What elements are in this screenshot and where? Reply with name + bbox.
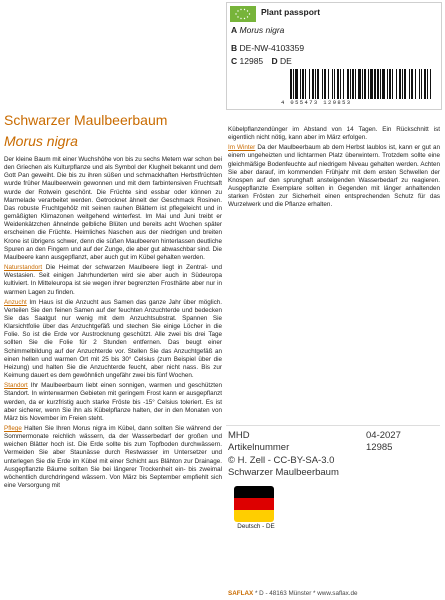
article-row: [228, 442, 440, 454]
winter-heading: Im Winter: [228, 144, 256, 152]
passport-title: Plant passport: [261, 7, 321, 17]
barcode-bar: [368, 69, 369, 99]
passport-d-value: DE: [280, 56, 292, 66]
barcode-bar: [415, 69, 416, 99]
passport-d-label: D: [271, 56, 278, 66]
barcode-bar: [290, 69, 292, 99]
barcode-bar: [300, 69, 301, 99]
passport-row-c: [231, 56, 292, 66]
barcode-bar: [322, 69, 323, 99]
barcode-bar: [343, 69, 344, 99]
german-flag-icon: [234, 486, 274, 522]
standort2-paragraph: [4, 382, 222, 423]
barcode-bar: [399, 69, 401, 99]
barcode-bar: [358, 69, 361, 99]
plant-passport-label: [226, 2, 442, 110]
photo-credit: © H. Zell - CC-BY-SA-3.0: [228, 454, 335, 466]
winter-text: Da der Maulbeerbaum ab dem Herbst laublos ist, kann er gut an einem ungeheizten und lichtarmen Platz überwintern. Trotzdem sollte eine gleichmäßige Bodenfeuchte auf niedrigem Niveau gehalten werden. Achten Sie aber darauf, im kommenden Frühjahr mit dem ersten Schwellen der Knospen auf den sprunghaft ansteigenden Wasserbedarf zu reagieren. Ausgepflanzte Exemplare sollten in Gegenden mit länger anhaltenden starken Frösten zur Sicherheit einen entsprechenden Schutz für das Wurzelwerk und die Pflanze erhalten.: [228, 144, 441, 209]
passport-a-value: Morus nigra: [239, 25, 285, 35]
passport-a-label: A: [231, 25, 238, 35]
barcode-bar: [334, 69, 335, 99]
intro-paragraph: Der kleine Baum mit einer Wuchshöhe von bis zu sechs Metern war schon bei den Griechen als Kulturpflanze und als Symbol der Klugheit bekannt und dem Gott Pan geweiht. Die bis zu ihren süßen und schmackhaften Herbstfrüchten wurde früher Maulbeerwein gewonnen und mit dem farbintensiven Fruchtsaft wurde der Rotwein geschönt. Die Früchte sind essbar oder können zu Marmelade verarbeitet werden. Getrocknet ähnelt der Geschmack Rosinen. Das robuste Fruchtgehölz mit seinen rauhen Blättern ist pflegeleicht und in gemäßigten Klimazonen weitgehend winterfest. Im Mai und Juni treibt er Weidenkätzchen ähnelnde gelbliche Blüten und bereits acht Wochen später erscheinen die Früchte. Heimliches Naschen aus der niedrigen und breiten Krone ist übrigens schwer, denn die süßen Maulbeeren hinterlassen deutliche Spuren an den Fingern und auf der Zunge, die aber gut abwaschbar sind. Die Maulbeere kann ausgepflanzt, aber auch gut im Kübel gehalten werden.: [4, 156, 222, 261]
barcode-bar: [293, 69, 294, 99]
product-name: Schwarzer Maulbeerbaum: [228, 466, 339, 478]
divider: [226, 425, 440, 426]
passport-b-label: B: [231, 43, 238, 53]
barcode-bar: [337, 69, 339, 99]
barcode-bar: [295, 69, 298, 99]
barcode-bar: [396, 69, 397, 99]
barcode-bar: [324, 69, 326, 99]
credit-row: [228, 455, 440, 467]
pflege-paragraph: [4, 425, 222, 490]
barcode-bar: [332, 69, 333, 99]
right-column: [228, 126, 440, 210]
barcode-bar: [374, 69, 376, 99]
passport-row-a: [231, 25, 284, 35]
eu-organic-leaf-icon: [230, 6, 256, 22]
barcode-bar: [347, 69, 349, 99]
standort-text: Ihr Maulbeerbaum liebt einen sonnigen, warmen und geschützten Standort. In winterwarmen Gebieten mit geringem Frost kann er ausgepflanzt werden, da er kurzfristig auch starke Fröste bis -15° Celsius toleriert. Es ist aber sicherer, wenn Sie ihn als Kübelpflanze halten, der in den Monaten von März bis November im Freien steht.: [4, 382, 222, 422]
passport-row-b: [231, 43, 304, 53]
footer-address: * D - 48163 Münster *: [253, 590, 318, 597]
naturstandort-heading: Naturstandort: [4, 264, 43, 272]
flag-stripe-black: [234, 486, 274, 498]
footer-url[interactable]: www.saflax.de: [317, 590, 358, 597]
brand-logo: SAFLAX: [228, 590, 254, 597]
page-subtitle: Morus nigra: [4, 133, 78, 149]
winter-paragraph: [228, 144, 440, 209]
language-label: Deutsch - DE: [237, 523, 275, 530]
barcode-bar: [411, 69, 413, 99]
barcode-bar: [424, 69, 426, 99]
barcode: [288, 69, 436, 99]
product-info: [228, 430, 440, 479]
barcode-bar: [430, 69, 431, 99]
barcode-bar: [305, 69, 306, 99]
barcode-bar: [302, 69, 304, 99]
name-row: [228, 467, 440, 479]
passport-c-value: 12985: [239, 56, 264, 66]
flag-stripe-red: [234, 498, 274, 510]
page-title: Schwarzer Maulbeerbaum: [4, 112, 168, 128]
barcode-bar: [387, 69, 388, 99]
anzucht-text: Im Haus ist die Anzucht aus Samen das ganze Jahr über möglich. Verteilen Sie den feinen Samen auf der feuchten Anzuchterde und bedecken Sie das Saatgut nur wenig mit dem Anzuchtsubstrat. Spannen Sie Klarsichtfolie über das Anzuchtgefäß und stechen Sie einige Löcher in die Folie. So ist die Erde vor Austrocknung geschützt. Alle zwei bis drei Tage sollten Sie die Folie für 2 Stunden entfernen. Das beugt einer Schimmelbildung auf der Anzuchterde vor. Stellen Sie das Anzuchtgefäß an einen hellen und warmen Ort mit 25 bis 30° Celsius (zum Beispiel über die Heizung) und halten Sie die Anzuchterde feucht, aber nicht nass. Bis zur Keimung dauert es dem gewöhnlich ungefähr zwei bis fünf Wochen.: [4, 298, 222, 380]
barcode-bar: [312, 69, 314, 99]
pflege-text: Halten Sie Ihren Morus nigra im Kübel, dann sollten Sie während der Sommermonate reichlich wässern, da der Wasserbedarf der großen und weichen Blätter hoch ist. Die Erde sollte bis zum Topfboden durchwässern. Vermeiden Sie aber Staunässe durch Restwasser im Untersetzer und unterlegen Sie die Erde im Kübel mit einer Schicht aus Blähton zur Drainage. Ausgepflanzte Bäume sollten Sie bei längerer Trockenheit ein- bis zweimal wöchentlich durchdringend wässern. Von März bis September empfiehlt sich eine Versorgung mit: [4, 425, 222, 490]
continuation-paragraph: Kübelpflanzendünger im Abstand von 14 Tagen. Ein Rückschnitt ist eigentlich nicht nötig, kann aber im März erfolgen.: [228, 126, 440, 142]
barcode-bar: [419, 69, 420, 99]
anzucht-paragraph: [4, 299, 222, 381]
naturstandort-text: Die Heimat der schwarzen Maulbeere liegt in Zentral- und Westasien. Seit einigen Jahrhunderten wird sie aber auch in Südeuropa kultiviert. In Mitteleuropa ist sie wegen ihrer begrenzten Frosthärte aber nur in warmen Lagen zu finden.: [4, 264, 222, 296]
barcode-bar: [340, 69, 341, 99]
barcode-bar: [350, 69, 351, 99]
barcode-bar: [382, 69, 385, 99]
left-column: [4, 156, 222, 490]
barcode-digits: 4 055473 129853: [281, 99, 352, 106]
barcode-bar: [392, 69, 393, 99]
barcode-bar: [421, 69, 422, 99]
standort-paragraph: [4, 264, 222, 297]
barcode-bar: [309, 69, 310, 99]
barcode-bar: [409, 69, 410, 99]
barcode-bar: [402, 69, 403, 99]
barcode-bar: [364, 69, 366, 99]
barcode-bar: [377, 69, 379, 99]
pflege-heading: Pflege: [4, 425, 22, 432]
barcode-bar: [355, 69, 356, 99]
footer: [228, 590, 440, 597]
barcode-bar: [370, 69, 373, 99]
article-value: 12985: [366, 442, 393, 454]
barcode-bar: [317, 69, 319, 99]
barcode-bar: [328, 69, 329, 99]
barcode-bar: [315, 69, 316, 99]
passport-c-label: C: [231, 56, 238, 66]
anzucht-heading: Anzucht: [4, 298, 27, 306]
barcode-bar: [380, 69, 381, 99]
article-label: Artikelnummer: [228, 442, 290, 454]
barcode-bar: [362, 69, 363, 99]
barcode-bar: [389, 69, 391, 99]
mhd-label: MHD: [228, 430, 250, 441]
standort-heading: Standort: [4, 382, 28, 390]
mhd-row: [228, 430, 440, 442]
mhd-value: 04-2027: [366, 430, 401, 441]
passport-b-value: DE-NW-4103359: [239, 43, 305, 53]
barcode-bar: [404, 69, 406, 99]
barcode-bar: [427, 69, 428, 99]
flag-stripe-gold: [234, 510, 274, 522]
barcode-bar: [352, 69, 354, 99]
